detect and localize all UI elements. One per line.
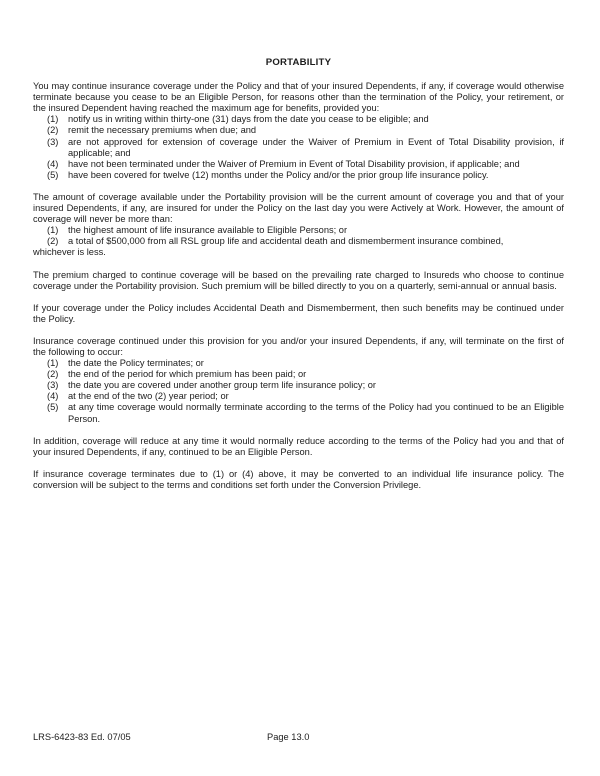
paragraph-termination-intro: Insurance coverage continued under this provision for you and/or your insured Dependents, if any, will terminate on the first of the following to occur: — [33, 335, 564, 357]
list-item-text: remit the necessary premiums when due; and — [68, 125, 257, 136]
list-item-text: a total of $500,000 from all RSL group life and accidental death and dismemberment insurance combined, — [68, 236, 504, 247]
list-item-number: (1) — [47, 225, 59, 236]
paragraph-premium: The premium charged to continue coverage will be based on the prevailing rate charged to Insureds who choose to continue coverage under the Portability provision. Such premium will be billed directly to you on a quarterly, semi-annual or annual basis. — [33, 269, 564, 291]
list-item — [33, 236, 564, 247]
form-number: LRS-6423-83 Ed. 07/05 — [33, 732, 131, 742]
list-item-number: (4) — [47, 158, 59, 169]
list-item-number: (1) — [47, 358, 59, 369]
list-item-text: at any time coverage would normally terminate according to the terms of the Policy had you continued to be an Eligible Person. — [68, 402, 564, 424]
list-item-text: the date the Policy terminates; or — [68, 358, 204, 369]
list-item — [33, 225, 564, 236]
list-item-number: (4) — [47, 391, 59, 402]
list-item-text: have not been terminated under the Waiver of Premium in Event of Total Disability provision, if applicable; and — [68, 158, 520, 169]
page-footer — [0, 732, 600, 746]
eligibility-conditions-list — [33, 114, 564, 181]
list-item-text: the highest amount of life insurance available to Eligible Persons; or — [68, 225, 348, 236]
list-item-number: (3) — [47, 136, 59, 147]
list-item — [33, 137, 564, 159]
list-item-number: (1) — [47, 114, 59, 125]
list-item — [33, 159, 564, 170]
list-item-number: (5) — [47, 169, 59, 180]
list-item-text: the date you are covered under another group term life insurance policy; or — [68, 380, 377, 391]
list-item-number: (2) — [47, 369, 59, 380]
paragraph-amount: The amount of coverage available under the Portability provision will be the current amount of coverage you and that of your insured Dependents, if any, are insured for under the Policy on the last day you were Actively at Work. However, the amount of coverage will never be more than: — [33, 191, 564, 225]
list-item — [33, 380, 564, 391]
list-item-text: have been covered for twelve (12) months under the Policy and/or the prior group life insurance policy. — [68, 169, 489, 180]
list-item — [33, 402, 564, 424]
paragraph-intro: You may continue insurance coverage under the Policy and that of your insured Dependents, if any, if coverage would otherwise terminate because you cease to be an Eligible Person, for reasons other than the termination of the Policy, your retirement, or the insured Dependent having reached the maximum age for benefits, provided you: — [33, 81, 564, 114]
list-item-text: the end of the period for which premium has been paid; or — [68, 369, 307, 380]
list-item — [33, 125, 564, 136]
list-item — [33, 369, 564, 380]
list-item — [33, 170, 564, 181]
paragraph-reduction: In addition, coverage will reduce at any time it would normally reduce according to the terms of the Policy had you and that of your insured Dependents, if any, continued to be an Eligible Person. — [33, 435, 564, 457]
termination-events-list — [33, 358, 564, 425]
document-body — [33, 57, 564, 491]
list-item — [33, 358, 564, 369]
paragraph-add-benefits: If your coverage under the Policy includes Accidental Death and Dismemberment, then such benefits may be continued under the Policy. — [33, 302, 564, 324]
list-item-text: notify us in writing within thirty-one (31) days from the date you cease to be eligible; and — [68, 114, 429, 125]
paragraph-amount-trailing: whichever is less. — [33, 247, 106, 258]
list-item — [33, 114, 564, 125]
page-number: Page 13.0 — [267, 732, 310, 742]
list-item-text: at the end of the two (2) year period; or — [68, 391, 229, 402]
list-item-text: are not approved for extension of coverage under the Waiver of Premium in Event of Total Disability provision, if applicable; and — [68, 136, 564, 158]
list-item-number: (3) — [47, 380, 59, 391]
paragraph-conversion: If insurance coverage terminates due to (1) or (4) above, it may be converted to an individual life insurance policy. The conversion will be subject to the terms and conditions set forth under the Conversion Privilege. — [33, 468, 564, 490]
list-item-number: (2) — [47, 125, 59, 136]
amount-limits-list — [33, 225, 564, 247]
list-item-number: (2) — [47, 236, 59, 247]
page-title: PORTABILITY — [265, 57, 332, 68]
list-item-number: (5) — [47, 402, 59, 413]
list-item — [33, 391, 564, 402]
